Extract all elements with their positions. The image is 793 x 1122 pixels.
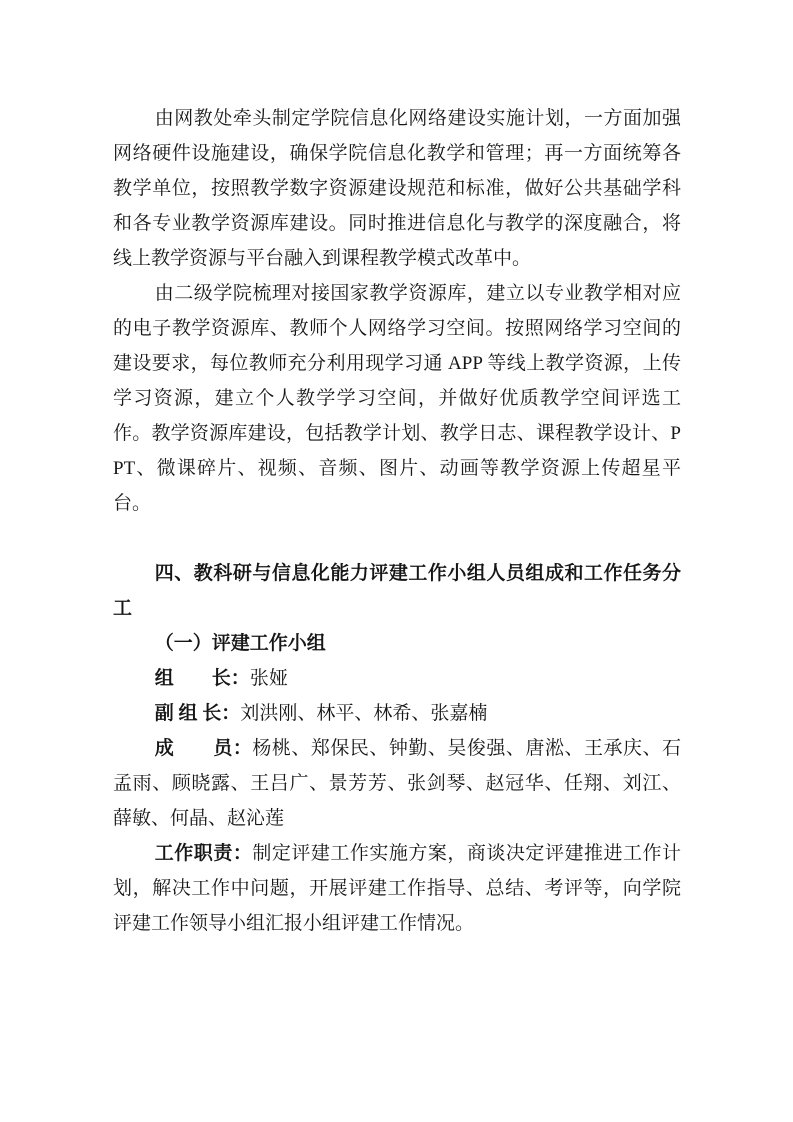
paragraph-network-construction-plan: 由网教处牵头制定学院信息化网络建设实施计划，一方面加强网络硬件设施建设，确保学院信息化教学和管理；再一方面统筹各教学单位，按照教学数字资源建设规范和标准，做好公共基础学科和各专业教学资源库建设。同时推进信息化与教学的深度融合，将线上教学资源与平台融入到课程教学模式改革中。	[113, 108, 681, 269]
role-value-deputy-leaders: 刘洪刚、林平、林希、张嘉楠	[240, 703, 488, 724]
section-heading: 四、教科研与信息化能力评建工作小组人员组成和工作任务分工	[113, 563, 681, 619]
role-line-duties	[113, 836, 681, 941]
role-value-duties: 制定评建工作实施方案，商谈决定评建推进工作计划，解决工作中问题，开展评建工作指导、总结、考评等，向学院评建工作领导小组汇报小组评建工作情况。	[113, 843, 681, 934]
paragraph-teaching-resource-library: 由二级学院梳理对接国家教学资源库，建立以专业教学相对应的电子教学资源库、教师个人网络学习空间。按照网络学习空间的建设要求，每位教师充分利用现学习通 APP 等线上教学资源，上传学习资源，建立个人教学学习空间，并做好优质教学空间评选工作。教学资源库建设，包括教学计划、教学日志、课程教学设计、PPT、微课碎片、视频、音频、图片、动画等教学资源上传超星平台。	[113, 283, 681, 514]
role-label-members: 成 员：	[154, 738, 253, 759]
role-line-members	[113, 731, 681, 836]
role-label-group-leader: 组 长：	[154, 668, 250, 689]
role-value-group-leader: 张娅	[249, 668, 288, 689]
role-label-duties: 工作职责：	[154, 843, 253, 864]
role-line-group-leader	[113, 661, 681, 696]
role-value-members: 杨桃、郑保民、钟勤、吴俊强、唐淞、王承庆、石孟雨、顾晓露、王吕广、景芳芳、张剑琴、赵冠华、任翔、刘江、薛敏、何晶、赵沁莲	[113, 738, 681, 829]
role-line-deputy-leaders	[113, 696, 681, 731]
subsection-heading: （一）评建工作小组	[154, 633, 326, 654]
role-label-deputy-leaders: 副 组 长：	[154, 703, 241, 724]
